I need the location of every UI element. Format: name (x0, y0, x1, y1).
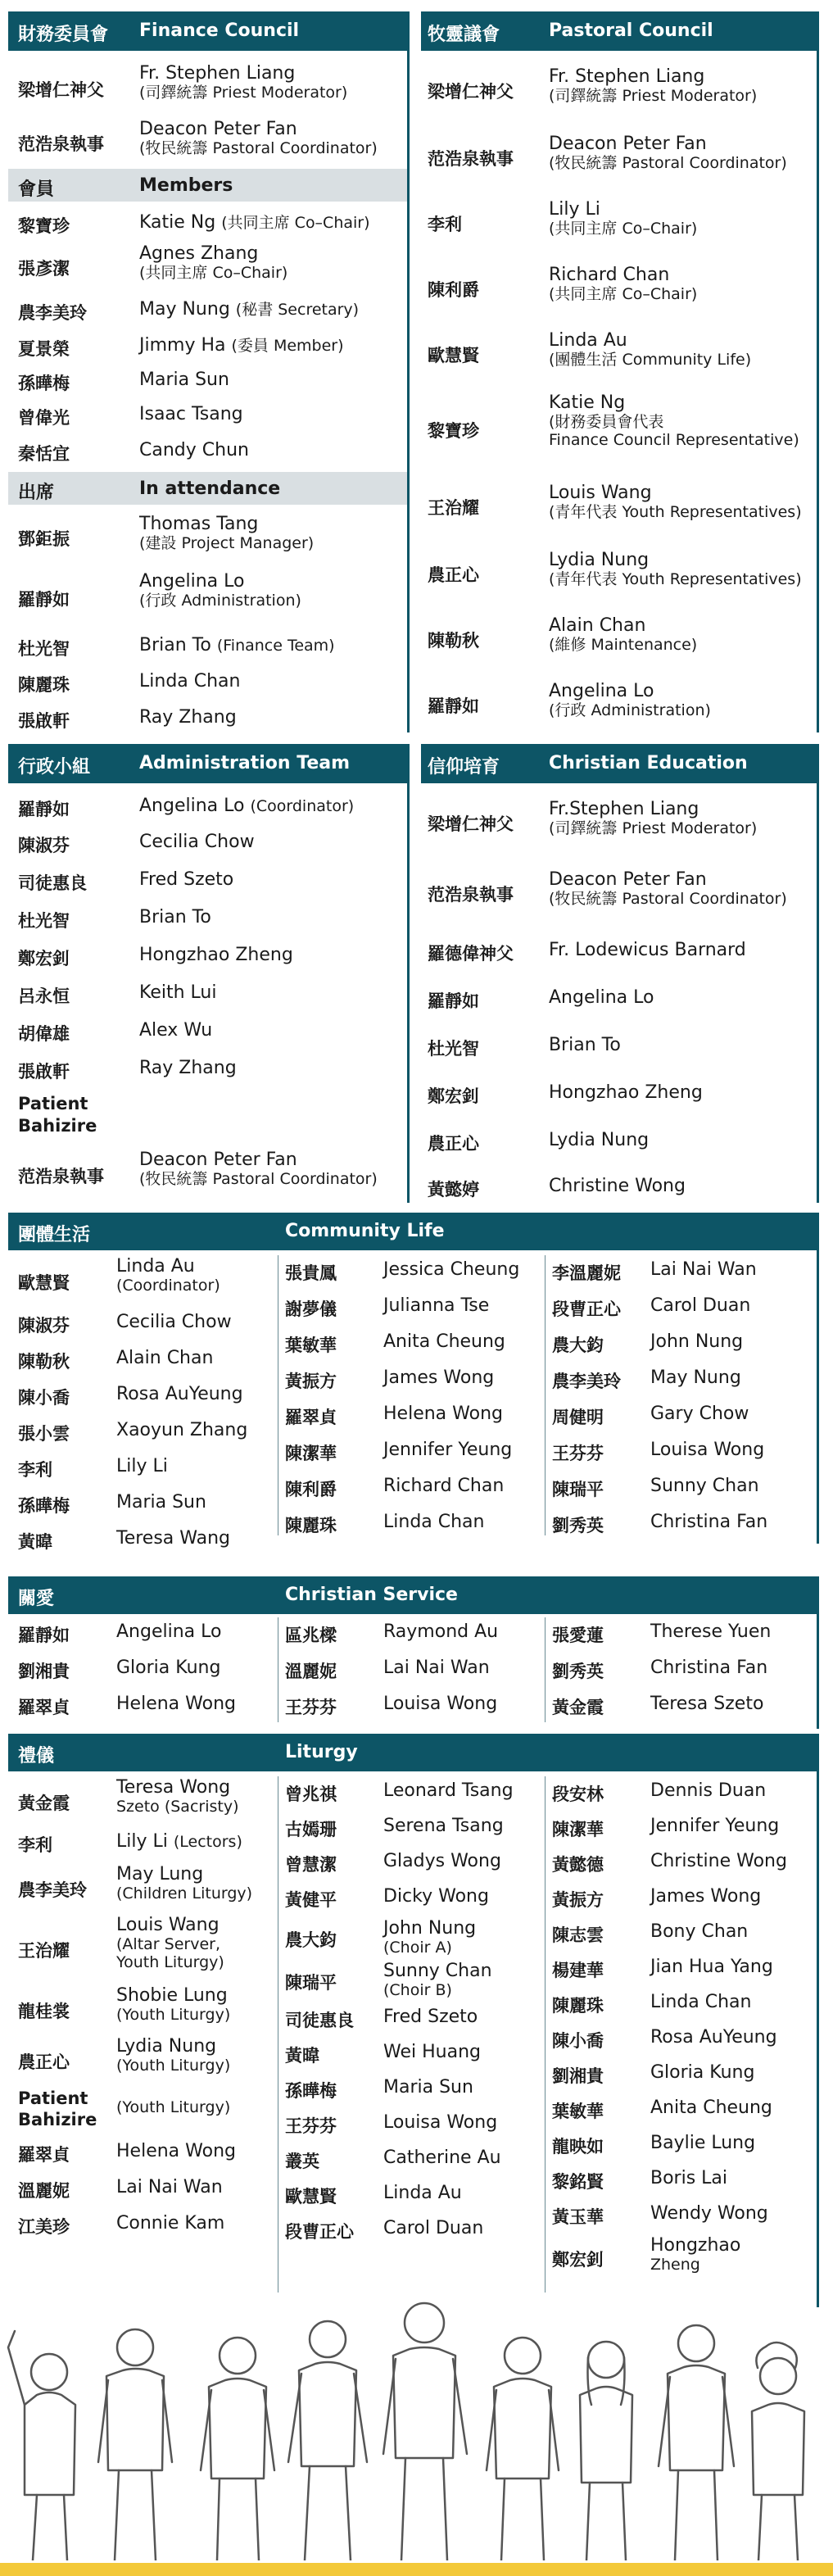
list-item: 范浩泉執事 Deacon Peter Fan (牧民統籌 Pastoral Coordinator) (18, 119, 378, 158)
christian-service-header: 關愛 Christian Service (8, 1576, 818, 1614)
list-item: 劉湘貴 Gloria Kung (552, 2062, 755, 2086)
list-item: 曾偉光 Isaac Tsang (18, 404, 243, 428)
liturgy-section (8, 1734, 818, 2307)
person-icon (580, 2342, 632, 2560)
list-item: 段曹正心 Carol Duan (552, 1295, 751, 1319)
divider (817, 744, 819, 1203)
list-item: 張啟軒 Ray Zhang (18, 707, 237, 731)
list-item: 龍桂裳 Shobie Lung (Youth Liturgy) (18, 1985, 231, 2025)
list-item: 孫曄梅 Maria Sun (18, 1492, 206, 1516)
list-item: 張小雲 Xaoyun Zhang (18, 1420, 248, 1444)
list-item: 范浩泉執事 Deacon Peter Fan (牧民統籌 Pastoral Coordinator) (18, 1150, 378, 1189)
list-item: 陳淑芬 Cecilia Chow (18, 832, 255, 855)
list-item: 陳潔華 Jennifer Yeung (285, 1440, 513, 1463)
list-item: 梁增仁神父 Fr. Stephen Liang (司鐸統籌 Priest Moderator) (428, 66, 758, 106)
list-item: 羅靜如 Angelina Lo (行政 Administration) (428, 681, 711, 720)
list-item: 王治耀 Louis Wang (Altar Server, Youth Liturgy) (18, 1915, 224, 1972)
christian-education-section (421, 744, 818, 1203)
list-item: 孫曄梅 Maria Sun (18, 370, 229, 393)
liturgy-header: 禮儀 Liturgy (8, 1734, 818, 1771)
column-divider (545, 1617, 546, 1722)
list-item: 李利 Lily Li (Lectors) (18, 1831, 242, 1855)
list-item: 鄭宏釗 Hongzhao Zheng (428, 1082, 703, 1106)
list-item: 黃金霞 Teresa Szeto (552, 1694, 764, 1717)
pastoral-council-header (421, 11, 818, 51)
list-item: 杜光智 Brian To (Finance Team) (18, 635, 335, 659)
christian-education-header: 信仰培育 Christian Education (421, 744, 818, 783)
people-line-illustration (0, 2298, 833, 2560)
liturgy-col3 (546, 1776, 816, 2301)
list-item: 范浩泉執事 Deacon Peter Fan (牧民統籌 Pastoral Coordinator) (428, 869, 787, 909)
list-item: 曾慧潔 Gladys Wong (285, 1851, 501, 1875)
list-item: 呂永恒 Keith Lui (18, 982, 217, 1006)
list-item: 叢英 Catherine Au (285, 2147, 501, 2171)
liturgy-col1 (8, 1776, 275, 2301)
list-item: 農大鈞 John Nung (Choir A) (285, 1918, 477, 1957)
list-item: 羅翠貞 Helena Wong (18, 2141, 236, 2165)
list-item: 杜光智 Brian To (428, 1035, 621, 1059)
community-life-col2 (278, 1255, 546, 1542)
divider (407, 744, 410, 1203)
list-item: 張啟軒 Ray Zhang (18, 1058, 237, 1082)
person-icon (659, 2325, 734, 2560)
list-item: 古嫣珊 Serena Tsang (285, 1816, 504, 1839)
person-icon (487, 2338, 559, 2560)
christian-service-col2 (278, 1617, 546, 1727)
list-item: 農李美玲 May Lung (Children Liturgy) (18, 1864, 253, 1903)
list-item: 陳勒秋 Alain Chan (18, 1348, 214, 1372)
person-icon (288, 2321, 367, 2560)
list-item: 農大鈞 John Nung (552, 1331, 744, 1355)
list-item: 黃振方 James Wong (285, 1367, 495, 1391)
divider (817, 11, 819, 732)
list-item: 葉敏華 Anita Cheung (285, 1331, 505, 1355)
list-item: 梁增仁神父 Fr. Stephen Liang (司鐸統籌 Priest Moderator) (18, 63, 348, 102)
list-item: 溫麗妮 Lai Nai Wan (18, 2177, 223, 2201)
finance-council-header (8, 11, 408, 51)
column-divider (545, 1255, 546, 1535)
list-item: 鄭宏釗 Hongzhao Zheng (552, 2235, 741, 2274)
list-item: 江美珍 Connie Kam (18, 2213, 225, 2237)
list-item: 陳麗珠 Linda Chan (18, 671, 241, 695)
list-item: 劉秀英 Christina Fan (552, 1658, 768, 1681)
list-item: 農李美玲 May Nung (秘書 Secretary) (18, 299, 360, 323)
community-life-col1 (8, 1255, 275, 1552)
list-item: 陳小喬 Rosa AuYeung (18, 1384, 243, 1408)
list-item: 司徒惠良 Fred Szeto (285, 2007, 478, 2030)
finance-council-header-cn: 財務委員會 (18, 25, 109, 45)
list-item: 鄧鉅振 Thomas Tang (建設 Project Manager) (18, 514, 315, 553)
finance-council-header-en: Finance Council (139, 20, 300, 41)
list-item: 陳利爵 Richard Chan (285, 1476, 505, 1499)
person-icon (752, 2342, 804, 2560)
list-item: 羅靜如 Angelina Lo (行政 Administration) (18, 571, 301, 610)
column-divider (545, 1776, 546, 2293)
christian-service-section (8, 1576, 818, 1729)
list-item: 黃玉華 Wendy Wong (552, 2203, 768, 2227)
pastoral-council-header-cn: 牧靈議會 (428, 25, 500, 45)
community-life-col3 (546, 1255, 816, 1542)
list-item: 區兆樑 Raymond Au (285, 1621, 499, 1645)
list-item: 鄭宏釗 Hongzhao Zheng (18, 945, 293, 968)
list-item: 陳志雲 Bony Chan (552, 1921, 749, 1945)
list-item: 陳麗珠 Linda Chan (552, 1992, 752, 2016)
list-item: 劉秀英 Christina Fan (552, 1512, 768, 1535)
footer-accent-bar (0, 2563, 833, 2576)
divider (817, 1734, 819, 2307)
pastoral-council-section (421, 11, 818, 732)
pastoral-council-header-en: Pastoral Council (549, 20, 713, 41)
list-item: 羅靜如 Angelina Lo (Coordinator) (18, 796, 355, 819)
list-item: 葉敏華 Anita Cheung (552, 2098, 772, 2121)
list-item: 梁增仁神父 Fr.Stephen Liang (司鐸統籌 Priest Moderator) (428, 799, 758, 838)
list-item: 黃暐 Teresa Wang (18, 1528, 231, 1552)
divider (817, 1213, 819, 1544)
person-icon (201, 2338, 274, 2560)
attendance-subheader: 出席 In attendance (8, 472, 408, 505)
list-item: Patient Bahizire (Youth Liturgy) (18, 2088, 231, 2130)
divider (407, 11, 410, 732)
list-item: 曾兆祺 Leonard Tsang (285, 1780, 514, 1804)
list-item: 段曹正心 Carol Duan (285, 2218, 484, 2242)
person-icon (383, 2303, 467, 2560)
community-life-header: 團體生活 Community Life (8, 1213, 818, 1250)
divider (817, 1576, 819, 1729)
liturgy-col2 (278, 1776, 546, 2301)
list-item: 杜光智 Brian To (18, 907, 211, 931)
list-item: 周健明 Gary Chow (552, 1404, 749, 1427)
list-item: 農李美玲 May Nung (552, 1367, 741, 1391)
list-item: 陳瑞平 Sunny Chan (Choir B) (285, 1961, 492, 2000)
list-item: 張貴鳳 Jessica Cheung (285, 1259, 520, 1283)
list-item: 黃健平 Dicky Wong (285, 1886, 489, 1910)
list-item: 王芬芬 Louisa Wong (285, 1694, 498, 1717)
list-item: 羅德偉神父 Fr. Lodewicus Barnard (428, 940, 746, 964)
admin-team-section (8, 744, 408, 1203)
list-item: 黎銘賢 Boris Lai (552, 2168, 728, 2192)
list-item: 張愛蓮 Therese Yuen (552, 1621, 772, 1645)
list-item: 李溫麗妮 Lai Nai Wan (552, 1259, 757, 1283)
list-item: 楊建華 Jian Hua Yang (552, 1957, 773, 1980)
christian-service-col3 (546, 1617, 816, 1727)
list-item: 張彥潔 Agnes Zhang (共同主席 Co–Chair) (18, 243, 288, 283)
christian-service-col1 (8, 1617, 275, 1727)
list-item: 歐慧賢 Linda Au (團體生活 Community Life) (428, 330, 752, 370)
list-item: 李利 Lily Li (共同主席 Co–Chair) (428, 199, 698, 238)
list-item: 范浩泉執事 Deacon Peter Fan (牧民統籌 Pastoral Coordinator) (428, 134, 787, 173)
list-item: 謝夢儀 Julianna Tse (285, 1295, 490, 1319)
list-item: 黎寶珍 Katie Ng (財務委員會代表 Finance Council Representative) (428, 392, 799, 450)
list-item: Patient Bahizire (18, 1094, 97, 1136)
list-item: 陳利爵 Richard Chan (共同主席 Co–Chair) (428, 265, 698, 304)
list-item: 黃振方 James Wong (552, 1886, 762, 1910)
list-item: 王治耀 Louis Wang (青年代表 Youth Representatives) (428, 483, 802, 522)
list-item: 龍映如 Baylie Lung (552, 2133, 756, 2156)
list-item: 陳麗珠 Linda Chan (285, 1512, 485, 1535)
list-item: 孫曄梅 Maria Sun (285, 2077, 473, 2101)
list-item: 黎寶珍 Katie Ng (共同主席 Co–Chair) (18, 212, 370, 236)
list-item: 陳潔華 Jennifer Yeung (552, 1816, 780, 1839)
admin-team-header: 行政小組 Administration Team (8, 744, 408, 783)
members-subheader: 會員 Members (8, 169, 408, 202)
list-item: 秦恬宜 Candy Chun (18, 440, 249, 464)
list-item: 陳小喬 Rosa AuYeung (552, 2027, 777, 2051)
list-item: 李利 Lily Li (18, 1456, 168, 1480)
list-item: 黃金霞 Teresa Wong Szeto (Sacristy) (18, 1777, 239, 1816)
list-item: 歐慧賢 Linda Au (Coordinator) (18, 1256, 220, 1295)
community-life-section (8, 1213, 818, 1552)
list-item: 農正心 Lydia Nung (428, 1130, 650, 1154)
list-item: 夏景榮 Jimmy Ha (委員 Member) (18, 335, 344, 359)
person-icon (8, 2331, 75, 2560)
list-item: 段安林 Dennis Duan (552, 1780, 767, 1804)
list-item: 黃懿德 Christine Wong (552, 1851, 787, 1875)
list-item: 溫麗妮 Lai Nai Wan (285, 1658, 490, 1681)
list-item: 黃暐 Wei Huang (285, 2042, 481, 2066)
list-item: 羅翠貞 Helena Wong (285, 1404, 503, 1427)
list-item: 陳勒秋 Alain Chan (維修 Maintenance) (428, 615, 698, 655)
list-item: 胡偉雄 Alex Wu (18, 1020, 213, 1044)
list-item: 王芬芬 Louisa Wong (285, 2112, 498, 2136)
list-item: 王芬芬 Louisa Wong (552, 1440, 765, 1463)
list-item: 農正心 Lydia Nung (青年代表 Youth Representatives) (428, 550, 802, 589)
list-item: 羅靜如 Angelina Lo (428, 987, 654, 1011)
list-item: 陳瑞平 Sunny Chan (552, 1476, 759, 1499)
list-item: 陳淑芬 Cecilia Chow (18, 1312, 232, 1336)
list-item: 羅靜如 Angelina Lo (18, 1621, 222, 1645)
list-item: 羅翠貞 Helena Wong (18, 1694, 236, 1717)
list-item: 農正心 Lydia Nung (Youth Liturgy) (18, 2036, 231, 2075)
list-item: 歐慧賢 Linda Au (285, 2183, 462, 2206)
finance-council-section (8, 11, 408, 732)
list-item: 劉湘貴 Gloria Kung (18, 1658, 221, 1681)
list-item: 司徒惠良 Fred Szeto (18, 869, 234, 893)
list-item: 黃懿婷 Christine Wong (428, 1176, 686, 1200)
person-icon (98, 2329, 172, 2560)
